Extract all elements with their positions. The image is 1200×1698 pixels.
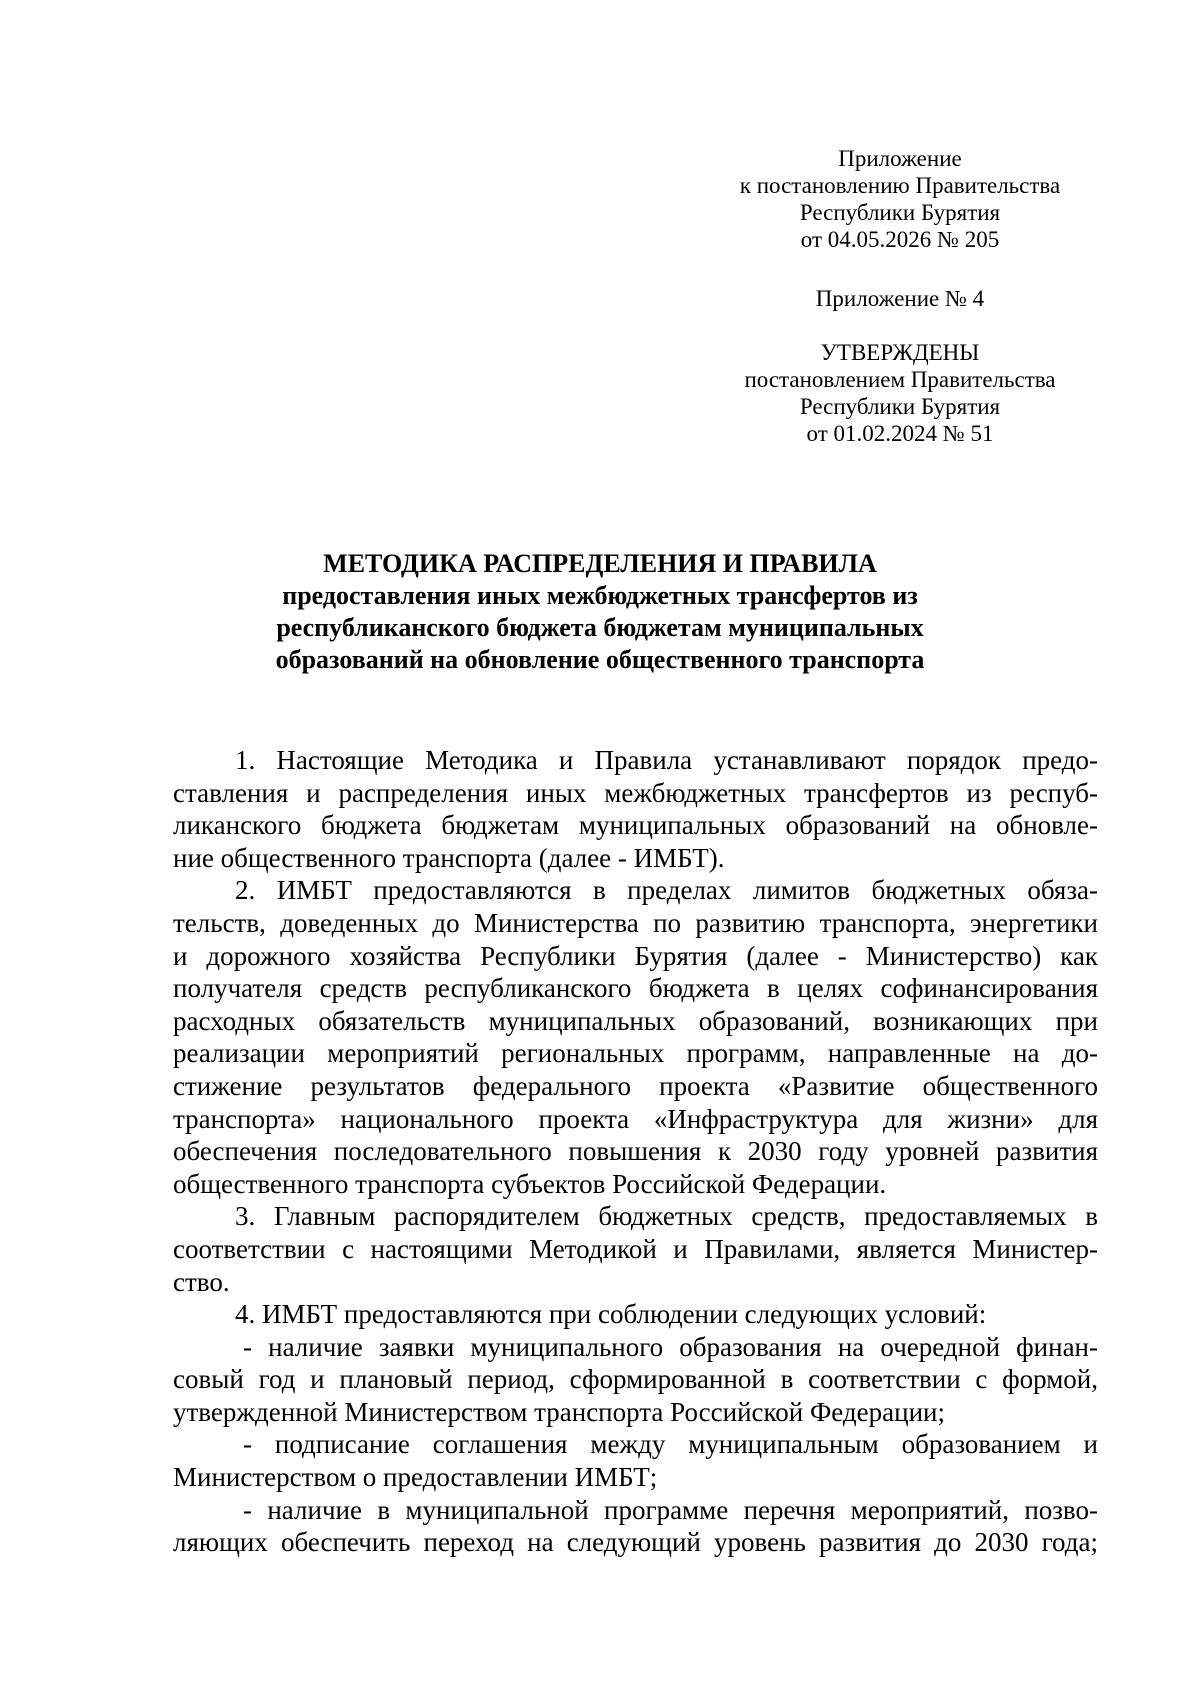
text-line: тельств, доведенных до Министерства по развитию транспорта, энергетики — [173, 907, 1098, 938]
approved-date-number: от 01.02.2024 № 51 — [806, 421, 994, 446]
appendix-number-label: Приложение № 4 — [815, 286, 985, 311]
title-line-1: МЕТОДИКА РАСПРЕДЕЛЕНИЯ И ПРАВИЛА — [323, 549, 877, 578]
condition-3 — [173, 1494, 1098, 1559]
appendix-date-number: от 04.05.2026 № 205 — [800, 227, 1000, 252]
document-body — [173, 744, 1098, 1559]
text-line: расходных обязательств муниципальных образований, возникающих при — [173, 1005, 1098, 1036]
text-line: совый год и плановый период, сформированной в соответствии с формой, — [173, 1364, 1098, 1395]
title-line-4: образований на обновление общественного транспорта — [275, 645, 925, 674]
appendix-label: Приложение — [838, 146, 962, 171]
paragraph-3 — [173, 1200, 1098, 1298]
text-line: транспорта» национального проекта «Инфраструктура для жизни» для — [173, 1103, 1098, 1134]
condition-1 — [173, 1331, 1098, 1429]
text-line: и дорожного хозяйства Республики Бурятия (далее - Министерство) как — [173, 940, 1098, 971]
text-line: утвержденной Министерством транспорта Российской Федерации; — [173, 1396, 945, 1427]
text-line: соответствии с настоящими Методикой и Правилами, является Министер- — [173, 1233, 1098, 1264]
title-line-3: республиканского бюджета бюджетам муниципальных — [276, 613, 924, 642]
text-line: 3. Главным распорядителем бюджетных средств, предоставляемых в — [235, 1201, 1098, 1232]
text-line: Министерством о предоставлении ИМБТ; — [173, 1462, 658, 1493]
appendix-region: Республики Бурятия — [799, 200, 1001, 225]
text-line: - наличие в муниципальной программе перечня мероприятий, позво- — [243, 1494, 1098, 1525]
text-line: ликанского бюджета бюджетам муниципальных образований на обновле- — [173, 810, 1098, 841]
paragraph-1 — [173, 744, 1098, 874]
approved-label: УТВЕРЖДЕНЫ — [820, 340, 980, 365]
appendix-resolution-ref: к постановлению Правительства — [739, 173, 1061, 198]
text-line: 2. ИМБТ предоставляются в пределах лимитов бюджетных обяза- — [235, 875, 1098, 906]
appendix-number — [700, 285, 1100, 312]
text-line: обеспечения последовательного повышения к 2030 году уровней развития — [173, 1136, 1098, 1167]
text-line: реализации мероприятий региональных программ, направленные на до- — [173, 1038, 1098, 1069]
approved-resolution-ref: постановлением Правительства — [744, 367, 1056, 392]
appendix-header — [700, 145, 1100, 253]
text-line: ство. — [173, 1266, 230, 1297]
text-line: ние общественного транспорта (далее - ИМБТ). — [173, 842, 725, 873]
paragraph-2 — [173, 874, 1098, 1200]
text-line: стижение результатов федерального проекта «Развитие общественного — [173, 1070, 1098, 1101]
text-line: 1. Настоящие Методика и Правила устанавливают порядок предо- — [235, 745, 1098, 775]
title-line-2: предоставления иных межбюджетных трансфертов из — [282, 581, 918, 610]
text-line: 4. ИМБТ предоставляются при соблюдении следующих условий: — [235, 1299, 987, 1330]
text-line: ставления и распределения иных межбюджетных трансфертов из респуб- — [173, 777, 1098, 808]
paragraph-4 — [173, 1298, 1098, 1331]
condition-2 — [173, 1428, 1098, 1493]
approved-header — [700, 339, 1100, 447]
text-line: ляющих обеспечить переход на следующий уровень развития до 2030 года; — [173, 1527, 1098, 1558]
text-line: - подписание соглашения между муниципальным образованием и — [243, 1429, 1098, 1460]
text-line: - наличие заявки муниципального образования на очередной финан- — [243, 1331, 1098, 1362]
document-title — [170, 548, 1030, 676]
text-line: общественного транспорта субъектов Российской Федерации. — [173, 1168, 887, 1199]
approved-region: Республики Бурятия — [799, 394, 1001, 419]
text-line: получателя средств республиканского бюджета в целях софинансирования — [173, 973, 1098, 1004]
